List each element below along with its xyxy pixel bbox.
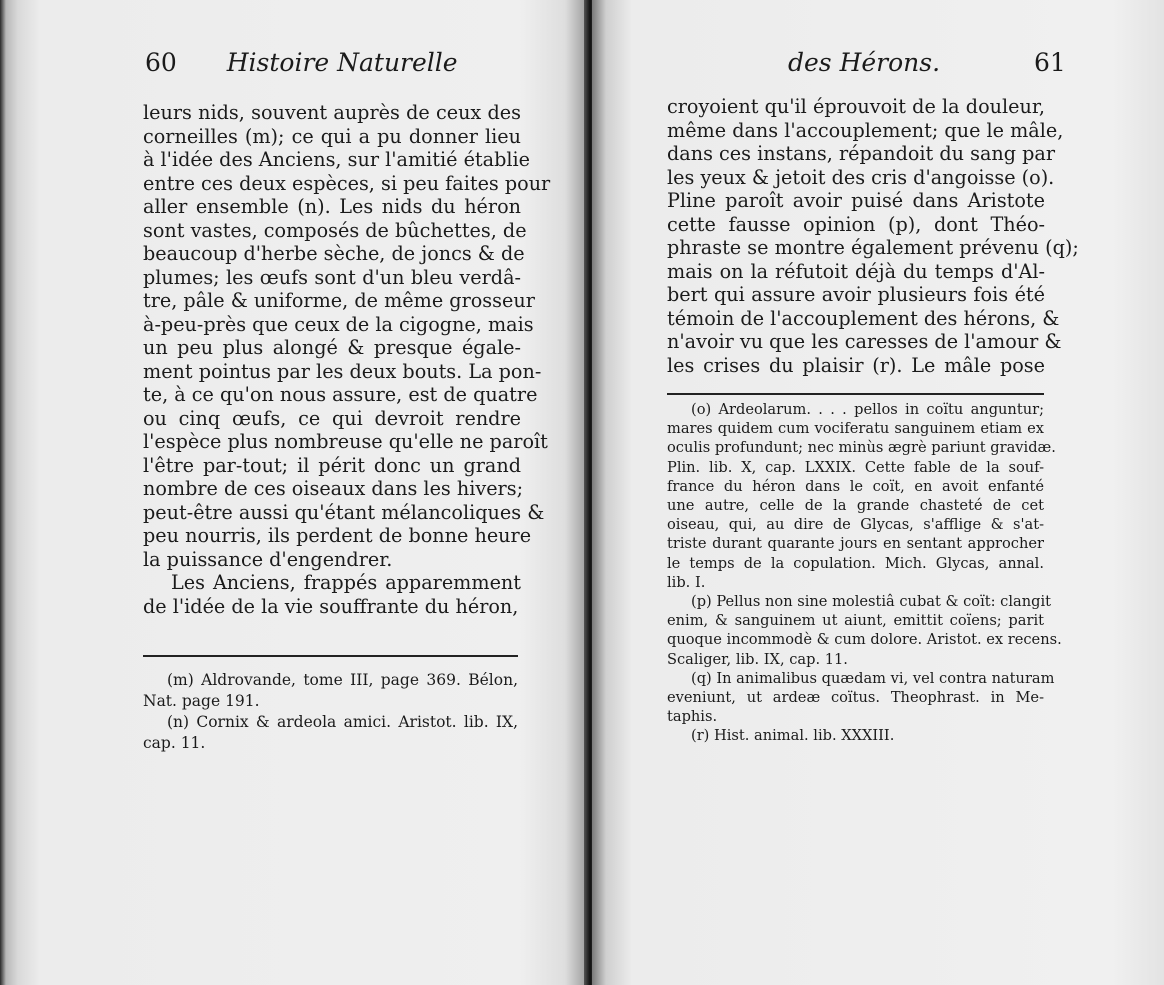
right-footnote-rule (667, 393, 1044, 395)
text-line: peu nourris, ils perdent de bonne heure (143, 524, 532, 547)
footnote-line: eveniunt, ut ardeæ coïtus. Theophrast. in Me- (667, 689, 1044, 707)
footnote-line: oculis profundunt; nec minùs ægrè pariunt gravidæ. (667, 439, 1056, 457)
footnote-line: le temps de la copulation. Mich. Glycas, annal. (667, 554, 1044, 572)
footnote-line: Plin. lib. X, cap. LXXIX. Cette fable de la souf- (667, 458, 1044, 476)
text-line: nombre de ces oiseaux dans les hivers; (143, 477, 524, 500)
text-line: les yeux & jetoit des cris d'angoisse (o). (667, 165, 1055, 189)
left-footnotes (143, 670, 518, 754)
right-page (592, 0, 1164, 985)
footnote-line: une autre, celle de la grande chasteté de cet (667, 497, 1044, 515)
text-line: témoin de l'accouplement des hérons, & (667, 306, 1060, 330)
text-line: la puissance d'engendrer. (143, 547, 393, 571)
text-line: dans ces instans, répandoit du sang par (667, 142, 1056, 165)
left-running-head: Histoire Naturelle (226, 48, 458, 77)
text-line: l'être par-tout; il périt donc un grand (143, 453, 521, 477)
text-line: phraste se montre également prévenu (q); (667, 236, 1079, 259)
text-line: plumes; les œufs sont d'un bleu verdâ- (143, 265, 521, 289)
text-line: peut-être aussi qu'étant mélancoliques & (143, 500, 545, 524)
text-line: à-peu-près que ceux de la cigogne, mais (143, 312, 534, 336)
text-line: de l'idée de la vie souffrante du héron, (143, 594, 519, 618)
footnote-line: cap. 11. (143, 734, 206, 752)
text-line: l'espèce plus nombreuse qu'elle ne paroît (143, 430, 548, 453)
footnote-line: Nat. page 191. (143, 692, 260, 710)
footnote-line: (r) Hist. animal. lib. XXXIII. (691, 727, 895, 745)
right-page-number: 61 (1033, 48, 1066, 77)
footnote-line: quoque incommodè & cum dolore. Aristot. ex recens. (667, 631, 1062, 649)
footnote-line: taphis. (667, 708, 718, 726)
text-line: cette fausse opinion (p), dont Théo- (667, 212, 1045, 236)
text-line: bert qui assure avoir plusieurs fois été (667, 283, 1045, 306)
left-running-header (145, 48, 458, 77)
footnote-line: (o) Ardeolarum. . . . pellos in coïtu anguntur; (691, 401, 1044, 418)
footnote-line: enim, & sanguinem ut aiunt, emittit coïens; parit (667, 612, 1044, 630)
footnote-line: lib. I. (667, 573, 706, 591)
footnote-line: france du héron dans le coït, en avoit enfanté (667, 477, 1044, 495)
footnote-line: (m) Aldrovande, tome III, page 369. Bélon, (167, 671, 518, 689)
right-running-head: des Hérons. (788, 48, 941, 77)
text-line: tre, pâle & uniforme, de même grosseur (143, 289, 535, 312)
footnote-line: oiseau, qui, au dire de Glycas, s'afflige & s'at- (667, 516, 1044, 534)
left-body-text (143, 101, 551, 618)
text-line: sont vastes, composés de bûchettes, de (143, 218, 527, 242)
left-footnote-rule (143, 655, 518, 657)
footnote-line: Scaliger, lib. IX, cap. 11. (667, 650, 848, 668)
text-line: croyoient qu'il éprouvoit de la douleur, (667, 95, 1045, 118)
footnote-line: (q) In animalibus quædam vi, vel contra naturam (691, 669, 1055, 687)
text-line: les crises du plaisir (r). Le mâle pose (667, 353, 1045, 377)
footnote-line: (n) Cornix & ardeola amici. Aristot. lib. IX, (167, 713, 518, 731)
footnote-line: mares quidem cum vociferatu sanguinem etiam ex (667, 420, 1044, 438)
text-line: corneilles (m); ce qui a pu donner lieu (143, 124, 521, 148)
text-line: mais on la réfutoit déjà du temps d'Al- (667, 259, 1045, 283)
text-line: te, à ce qu'on nous assure, est de quatre (143, 383, 538, 406)
text-line: leurs nids, souvent auprès de ceux des (143, 101, 521, 124)
text-line: entre ces deux espèces, si peu faites pour (143, 171, 551, 195)
text-line: un peu plus alongé & presque égale- (143, 336, 521, 359)
text-line: ment pointus par les deux bouts. La pon- (143, 359, 542, 383)
text-line: ou cinq œufs, ce qui devroit rendre (143, 406, 521, 430)
footnote-line: (p) Pellus non sine molestiâ cubat & coït: clangit (691, 593, 1051, 611)
text-line: n'avoir vu que les caresses de l'amour & (667, 330, 1062, 353)
text-line: Pline paroît avoir puisé dans Aristote (667, 189, 1045, 212)
text-line: à l'idée des Anciens, sur l'amitié établie (143, 148, 530, 171)
text-line: même dans l'accouplement; que le mâle, (667, 118, 1064, 142)
right-footnotes (667, 400, 1062, 746)
text-line: beaucoup d'herbe sèche, de joncs & de (143, 242, 525, 265)
text-line: aller ensemble (n). Les nids du héron (143, 195, 521, 218)
text-line: Les Anciens, frappés apparemment (171, 571, 521, 594)
right-running-header (788, 48, 1066, 77)
footnote-line: triste durant quarante jours en sentant approcher (667, 535, 1044, 553)
left-page-number: 60 (145, 48, 177, 77)
right-body-text (667, 95, 1079, 377)
